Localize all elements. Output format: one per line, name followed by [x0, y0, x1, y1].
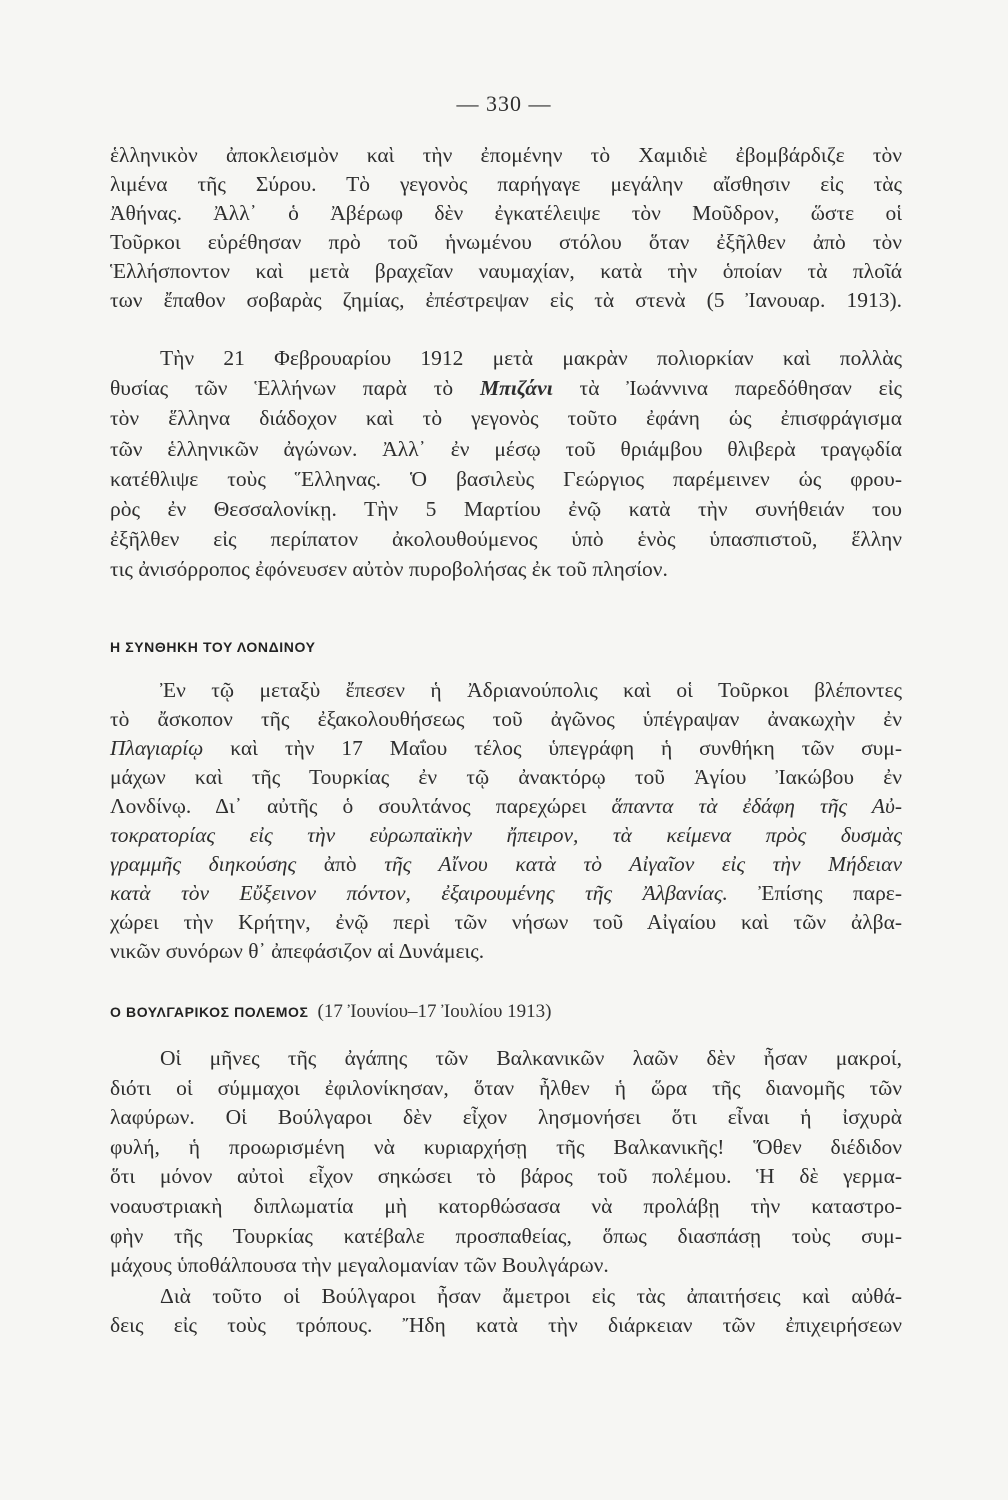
paragraph-2 — [110, 343, 902, 585]
section-heading — [110, 1001, 551, 1023]
place-name-emphasis: Μπιζάνι — [480, 376, 553, 401]
text-line: μάχων καὶ τῆς Τουρκίας ἐν τῷ ἀνακτόρῳ τοῦ Ἁγίου Ἰακώβου ἐν — [110, 765, 902, 789]
paragraph-1 — [110, 141, 902, 315]
page-number: — 330 — — [456, 91, 552, 116]
italic-segment: Πλαγιαρίῳ — [110, 736, 204, 760]
text-line: των ἔπαθον σοβαρὰς ζημίας, ἐπέστρεψαν εἰς τὰ στενὰ (5 Ἰανουαρ. 1913). — [110, 288, 902, 312]
text-line: Ἑλλήσποντον καὶ μετὰ βραχεῖαν ναυμαχίαν, κατὰ τὴν ὁποίαν τὰ πλοῖά — [110, 259, 902, 283]
text-line — [110, 850, 902, 879]
text-line: Ἀθήνας. Ἀλλ᾽ ὁ Ἀβέρωφ δὲν ἐγκατέλειψε τὸν Μοῦδρον, ὥστε οἱ — [110, 201, 902, 225]
text-line — [110, 879, 902, 908]
text-line: χώρει τὴν Κρήτην, ἐνῷ περὶ τῶν νήσων τοῦ Αἰγαίου καὶ τῶν ἀλβα- — [110, 910, 902, 934]
text-line: τῶν ἑλληνικῶν ἀγώνων. Ἀλλ᾽ ἐν μέσῳ τοῦ θριάμβου θλιβερὰ τραγῳδία — [110, 436, 902, 461]
text-line: ρὸς ἐν Θεσσαλονίκῃ. Τὴν 5 Μαρτίου ἐνῷ κατὰ τὴν συνήθειάν του — [110, 496, 902, 521]
text-line: τοκρατορίας εἰς τὴν εὐρωπαϊκὴν ἤπειρον, τὰ κείμενα πρὸς δυσμὰς — [110, 823, 902, 847]
italic-segment: ἅπαντα τὰ ἐδάφη τῆς Αὐ- — [611, 794, 902, 818]
text-line: νικῶν συνόρων θ᾽ ἀπεφάσιζον αἱ Δυνάμεις. — [110, 939, 485, 963]
text-line: κατέθλιψε τοὺς Ἕλληνας. Ὁ βασιλεὺς Γεώργιος παρέμεινεν ὡς φρου- — [110, 466, 902, 491]
text-line — [110, 373, 902, 403]
text-line: μάχους ὑποθάλπουσα τὴν μεγαλομανίαν τῶν Βουλγάρων. — [110, 1253, 609, 1278]
text-line: Οἱ μῆνες τῆς ἀγάπης τῶν Βαλκανικῶν λαῶν δὲν ἦσαν μακροί, — [160, 1046, 902, 1070]
text-line — [110, 792, 902, 821]
text-line: λαφύρων. Οἱ Βούλγαροι δὲν εἶχον λησμονήσει ὅτι εἶναι ἡ ἰσχυρὰ — [110, 1105, 902, 1130]
text-line: φὴν τῆς Τουρκίας κατέβαλε προσπαθείας, ὅπως διασπάσῃ τοὺς συμ- — [110, 1223, 902, 1248]
text-line: ὅτι μόνον αὐτοὶ εἶχον σηκώσει τὸ βάρος τοῦ πολέμου. Ἡ δὲ γερμα- — [110, 1164, 902, 1189]
text-line: ἐξῆλθεν εἰς περίπατον ἀκολουθούμενος ὑπὸ ἑνὸς ὑπασπιστοῦ, ἕλλην — [110, 527, 902, 552]
paragraph-3 — [110, 676, 902, 966]
text-segment: θυσίας τῶν Ἑλλήνων παρὰ τὸ — [110, 376, 481, 401]
text-segment: καὶ τὴν 17 Μαΐου τέλος ὑπεγράφη ἡ συνθήκη τῶν συμ- — [203, 736, 902, 760]
text-segment: Ἐπίσης παρε- — [727, 881, 902, 905]
paragraph-5 — [110, 1282, 902, 1340]
text-line: Ἐν τῷ μεταξὺ ἔπεσεν ἡ Ἀδριανούπολις καὶ οἱ Τοῦρκοι βλέποντες — [160, 678, 902, 702]
text-segment: τὰ Ἰωάννινα παρεδόθησαν εἰς — [552, 376, 902, 401]
text-line: διότι οἱ σύμμαχοι ἐφιλονίκησαν, ὅταν ἦλθεν ἡ ὥρα τῆς διανομῆς τῶν — [110, 1075, 902, 1100]
text-line: Διὰ τοῦτο οἱ Βούλγαροι ἦσαν ἄμετροι εἰς τὰς ἀπαιτήσεις καὶ αὐθά- — [160, 1284, 902, 1308]
text-segment: ἀπὸ — [296, 852, 385, 876]
heading-dates: (17 Ἰουνίου–17 Ἰουλίου 1913) — [317, 1001, 552, 1022]
italic-segment: κατὰ τὸν Εὔξεινον πόντον, ἐξαιρουμένης τῆς Ἀλβανίας. — [110, 881, 728, 905]
text-line: λιμένα τῆς Σύρου. Τὸ γεγονὸς παρήγαγε μεγάλην αἴσθησιν εἰς τὰς — [110, 172, 902, 196]
text-line: ἑλληνικὸν ἀποκλεισμὸν καὶ τὴν ἐπομένην τὸ Χαμιδιὲ ἐβομβάρδιζε τὸν — [110, 143, 902, 167]
text-segment: Λονδίνῳ. Δι᾽ αὐτῆς ὁ σουλτάνος παρεχώρει — [110, 794, 612, 818]
paragraph-4 — [110, 1044, 902, 1281]
italic-segment: γραμμῆς διηκούσης — [110, 852, 297, 876]
text-line — [110, 734, 902, 763]
heading-title: Ο ΒΟΥΛΓΑΡΙΚΟΣ ΠΟΛΕΜΟΣ — [110, 1004, 309, 1020]
text-line: δεις εἰς τοὺς τρόπους. Ἤδη κατὰ τὴν διάρκειαν τῶν ἐπιχειρήσεων — [110, 1313, 902, 1337]
text-line: τὸ ἄσκοπον τῆς ἐξακολουθήσεως τοῦ ἀγῶνος ὑπέγραψαν ἀνακωχὴν ἐν — [110, 707, 902, 731]
text-line: νοαυστριακὴ διπλωματία μὴ κατορθώσασα νὰ προλάβῃ τὴν καταστρο- — [110, 1193, 902, 1218]
text-line: τὸν ἕλληνα διάδοχον καὶ τὸ γεγονὸς τοῦτο ἐφάνη ὡς ἐπισφράγισμα — [110, 406, 902, 431]
text-line: φυλή, ἡ προωρισμένη νὰ κυριαρχήσῃ τῆς Βαλκανικῆς! Ὅθεν διέδιδον — [110, 1134, 902, 1159]
text-line: Τὴν 21 Φεβρουαρίου 1912 μετὰ μακρὰν πολιορκίαν καὶ πολλὰς — [160, 346, 902, 370]
italic-segment: τῆς Αἴνου κατὰ τὸ Αἰγαῖον εἰς τὴν Μήδειαν — [384, 852, 902, 876]
text-line: τις ἀνισόρροπος ἐφόνευσεν αὐτὸν πυροβολήσας ἐκ τοῦ πλησίον. — [110, 557, 668, 582]
text-line: Τοῦρκοι εὑρέθησαν πρὸ τοῦ ἡνωμένου στόλου ὅταν ἐξῆλθεν ἀπὸ τὸν — [110, 230, 902, 254]
section-heading: Η ΣΥΝΘΗΚΗ ΤΟΥ ΛΟΝΔΙΝΟΥ — [110, 639, 316, 655]
